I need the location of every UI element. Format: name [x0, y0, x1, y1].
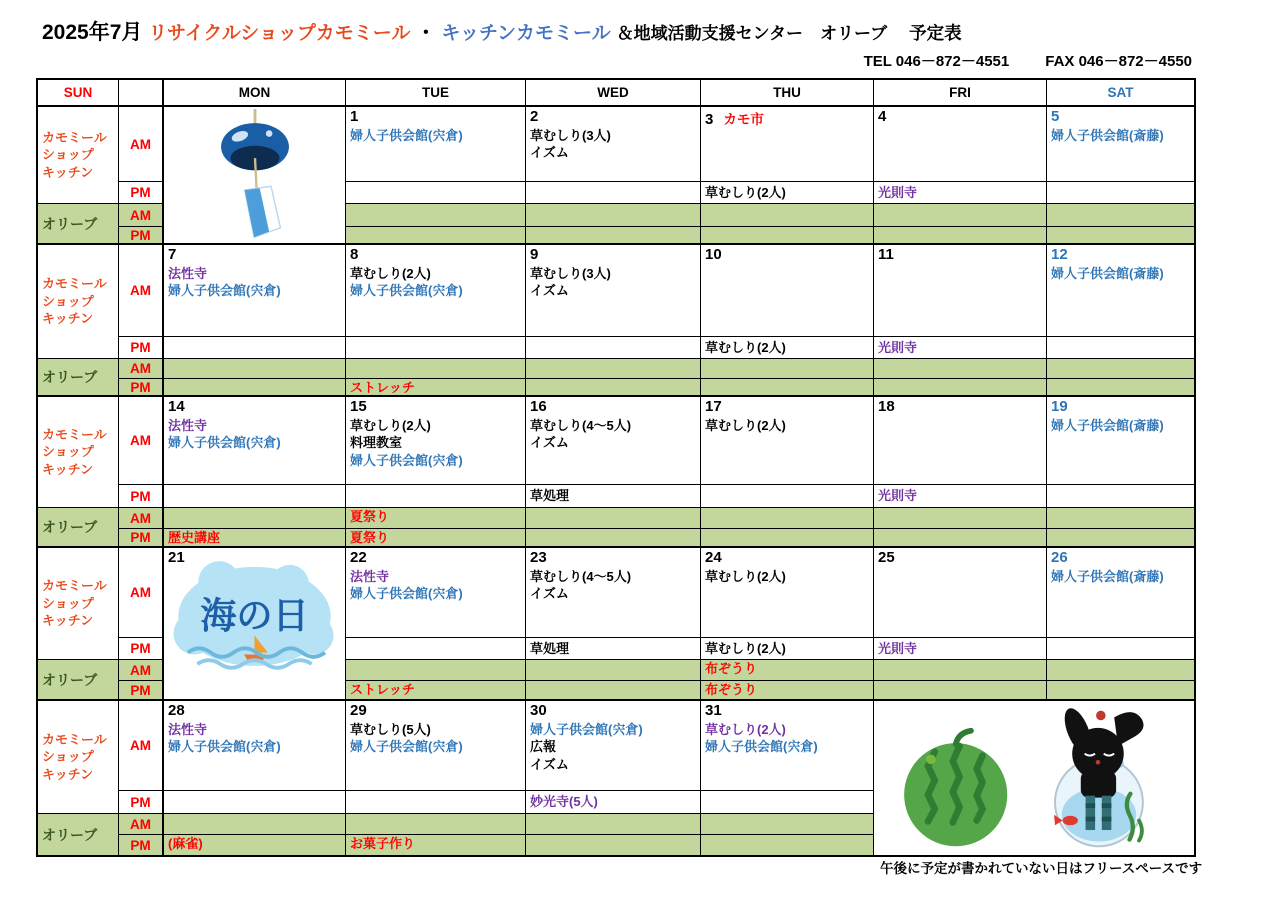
day-number: 30: [530, 702, 547, 719]
pm-event-text: 光則寺: [878, 488, 918, 503]
day-number: 15: [350, 398, 367, 415]
day-pm-cell: [526, 791, 701, 814]
day-number: 21: [168, 549, 185, 566]
day-pm-cell: [346, 791, 526, 814]
title-month: 2025年7月: [42, 21, 143, 44]
day-am-cell: [701, 701, 874, 791]
day-am-cell: [874, 107, 1047, 182]
day-am-cell: [346, 701, 526, 791]
day-am-cell: [874, 548, 1047, 638]
pm-label-text: PM: [130, 837, 151, 853]
day-pm-cell: [164, 791, 346, 814]
olive-am-cell: [1047, 660, 1194, 681]
olive-pm-cell: [346, 681, 526, 701]
olive-pm-cell: [701, 379, 874, 397]
day-pm-cell: [526, 182, 701, 204]
watermelon-rabbit-cell: [874, 701, 1194, 855]
day-am-cell: [526, 701, 701, 791]
day-event-inline: カモ市: [723, 112, 764, 127]
title-suffix: 予定表: [909, 23, 962, 43]
day-number: 2: [530, 108, 539, 125]
day-number: 28: [168, 702, 185, 719]
olive-pm-cell: [526, 681, 701, 701]
olive-pm-cell: [874, 681, 1047, 701]
am-event-text: 草むしり(2人): [705, 721, 786, 737]
pm-event-text: 光則寺: [878, 340, 918, 355]
day-pm-cell: [526, 485, 701, 508]
pm-label-text: PM: [130, 682, 151, 698]
olive-pm-cell: [164, 835, 346, 855]
olive-am-cell: [701, 359, 874, 379]
am-row-label: [119, 107, 164, 182]
olive-am-cell: [1047, 508, 1194, 529]
shop-label-line: キッチン: [42, 613, 94, 629]
day-am-cell: [1047, 245, 1194, 337]
am-event-text: 法性寺: [168, 265, 208, 281]
day-am-cell: [346, 245, 526, 337]
pm-row-label: [119, 337, 164, 359]
day-pm-cell: [526, 337, 701, 359]
am-label-text: AM: [130, 510, 151, 526]
pm-row-label: [119, 379, 164, 397]
pm-event-text: 草むしり(2人): [705, 340, 786, 355]
olive-am-cell: [701, 204, 874, 227]
day-number: 23: [530, 549, 547, 566]
day-am-cell: [526, 107, 701, 182]
olive-am-event-text: 夏祭り: [350, 509, 390, 524]
pm-row-label: [119, 227, 164, 245]
am-event-text: 料理教室: [350, 435, 403, 451]
olive-pm-event-text: ストレッチ: [350, 682, 415, 697]
am-event-text: 婦人子供会館(斎藤): [1051, 568, 1164, 584]
am-row-label: [119, 204, 164, 227]
olive-label-text: オリーブ: [42, 519, 98, 535]
wind-chime-cell: [164, 107, 346, 245]
olive-label-text: オリーブ: [42, 671, 98, 688]
olive-am-cell: [346, 660, 526, 681]
day-number: 19: [1051, 398, 1068, 415]
day-am-cell: [346, 548, 526, 638]
am-event-text: 婦人子供会館(宍倉): [168, 435, 281, 451]
olive-pm-cell: [1047, 681, 1194, 701]
am-row-label: [119, 397, 164, 485]
am-row-label: [119, 359, 164, 379]
day-pm-cell: [164, 485, 346, 508]
day-pm-cell: [346, 337, 526, 359]
pm-event-text: 妙光寺(5人): [530, 794, 598, 809]
am-event-text: 婦人子供会館(宍倉): [168, 739, 281, 755]
pm-label-text: PM: [130, 641, 151, 656]
shop-label-line: カモミール: [42, 276, 107, 292]
shop-label-line: キッチン: [42, 164, 94, 180]
pm-row-label: [119, 791, 164, 814]
day-am-cell: [164, 397, 346, 485]
day-am-cell: [701, 397, 874, 485]
olive-pm-cell: [346, 379, 526, 397]
pm-label-text: PM: [130, 185, 151, 200]
day-number: 16: [530, 398, 547, 415]
day-am-cell: [526, 548, 701, 638]
day-pm-cell: [164, 337, 346, 359]
day-number: 26: [1051, 549, 1068, 566]
olive-am-cell: [164, 508, 346, 529]
olive-pm-cell: [164, 529, 346, 548]
am-label-text: AM: [130, 662, 151, 678]
olive-label-text: オリーブ: [42, 826, 98, 843]
olive-pm-cell: [526, 379, 701, 397]
shop-row-label: [38, 397, 119, 508]
am-event-text: イズム: [530, 435, 569, 451]
shop-label-line: カモミール: [42, 129, 107, 145]
shop-label-line: カモミール: [42, 731, 107, 747]
day-am-cell: [701, 107, 874, 182]
olive-pm-cell: [346, 835, 526, 855]
shop-label-line: キッチン: [42, 311, 94, 327]
day-number: 5: [1051, 108, 1060, 125]
shop-label-line: ショップ: [42, 147, 94, 163]
day-pm-cell: [701, 638, 874, 660]
olive-pm-cell: [1047, 227, 1194, 245]
shop-label-line: ショップ: [42, 749, 94, 765]
olive-pm-cell: [701, 529, 874, 548]
day-am-cell: [701, 245, 874, 337]
day-number: 17: [705, 398, 722, 415]
olive-pm-event-text: ストレッチ: [350, 380, 415, 395]
title-kitchen-name: キッチンカモミール: [441, 23, 611, 44]
day-pm-cell: [874, 337, 1047, 359]
day-number: 1: [350, 108, 359, 125]
day-number: 25: [878, 549, 895, 566]
contact-line: [864, 50, 1192, 71]
shop-label-line: ショップ: [42, 293, 94, 309]
am-event-text: 草むしり(2人): [705, 417, 786, 433]
day-number: 31: [705, 702, 722, 719]
pm-label-text: PM: [130, 530, 151, 545]
olive-am-cell: [526, 359, 701, 379]
am-event-text: 草むしり(2人): [350, 265, 431, 281]
am-row-label: [119, 548, 164, 638]
pm-event-text: 草処理: [530, 641, 570, 656]
wind-chime-illustration: [180, 109, 330, 241]
day-am-cell: [1047, 548, 1194, 638]
day-pm-cell: [1047, 182, 1194, 204]
olive-row-label: [38, 814, 119, 855]
day-number: 9: [530, 246, 539, 263]
olive-am-cell: [346, 359, 526, 379]
pm-row-label: [119, 835, 164, 855]
olive-pm-cell: [526, 835, 701, 855]
day-am-cell: [526, 397, 701, 485]
olive-am-cell: [164, 814, 346, 835]
day-number: 12: [1051, 246, 1068, 263]
shop-label-line: ショップ: [42, 595, 94, 611]
shop-label-line: ショップ: [42, 444, 94, 460]
day-pm-cell: [701, 791, 874, 814]
shop-row-label: [38, 245, 119, 359]
day-pm-cell: [346, 182, 526, 204]
am-event-text: 婦人子供会館(斎藤): [1051, 417, 1164, 433]
day-pm-cell: [874, 638, 1047, 660]
am-event-text: 広報: [530, 739, 557, 755]
am-label-text: AM: [130, 433, 151, 448]
header-sat: SAT: [1047, 80, 1194, 107]
olive-label-text: オリーブ: [42, 369, 98, 385]
day-am-cell: [701, 548, 874, 638]
day-pm-cell: [701, 182, 874, 204]
day-am-cell: [1047, 107, 1194, 182]
watermelon-rabbit-illustration: [880, 704, 1188, 852]
am-event-text: 婦人子供会館(斎藤): [1051, 265, 1164, 281]
olive-row-label: [38, 508, 119, 548]
pm-row-label: [119, 681, 164, 701]
am-event-text: 草むしり(4～5人): [530, 417, 632, 433]
olive-am-cell: [874, 359, 1047, 379]
am-event-text: イズム: [530, 756, 569, 772]
pm-row-label: [119, 529, 164, 548]
olive-am-cell: [701, 814, 874, 835]
am-event-text: 法性寺: [350, 568, 390, 584]
olive-pm-cell: [526, 227, 701, 245]
header-sun: SUN: [38, 80, 119, 107]
olive-label-text: オリーブ: [42, 215, 98, 232]
page-title: [42, 16, 962, 46]
marine-day-cell: [164, 548, 346, 701]
day-am-cell: [164, 245, 346, 337]
header-wed: WED: [526, 80, 701, 107]
am-event-text: 草むしり(5人): [350, 721, 431, 737]
am-event-text: 婦人子供会館(宍倉): [350, 739, 463, 755]
olive-row-label: [38, 359, 119, 397]
olive-row-label: [38, 660, 119, 701]
am-row-label: [119, 660, 164, 681]
am-event-text: 婦人子供会館(宍倉): [350, 452, 463, 468]
olive-am-cell: [526, 660, 701, 681]
am-event-text: イズム: [530, 145, 569, 161]
olive-pm-cell: [874, 529, 1047, 548]
am-event-text: 婦人子供会館(宍倉): [168, 283, 281, 299]
am-row-label: [119, 814, 164, 835]
am-event-text: イズム: [530, 283, 569, 299]
day-pm-cell: [874, 485, 1047, 508]
day-am-cell: [526, 245, 701, 337]
olive-pm-cell: [1047, 529, 1194, 548]
fax-number: FAX 046－872－4550: [1045, 53, 1192, 70]
pm-label-text: PM: [130, 794, 151, 810]
day-pm-cell: [874, 182, 1047, 204]
olive-am-cell: [874, 204, 1047, 227]
olive-am-cell: [526, 814, 701, 835]
day-am-cell: [1047, 397, 1194, 485]
olive-am-cell: [701, 660, 874, 681]
am-label-text: AM: [130, 585, 151, 600]
header-tue: TUE: [346, 80, 526, 107]
marine-day-illustration: [164, 555, 345, 693]
olive-pm-cell: [701, 681, 874, 701]
title-center-name: ＆地域活動支援センター オリーブ: [616, 24, 888, 43]
day-pm-cell: [526, 638, 701, 660]
am-row-label: [119, 701, 164, 791]
am-event-text: 草むしり(3人): [530, 127, 611, 143]
am-event-text: 法性寺: [168, 417, 208, 433]
olive-am-cell: [1047, 359, 1194, 379]
title-separator: ・: [416, 23, 436, 44]
olive-am-cell: [346, 508, 526, 529]
day-number: 22: [350, 549, 367, 566]
day-pm-cell: [701, 337, 874, 359]
am-label-text: AM: [130, 207, 151, 223]
footer-note: 午後に予定が書かれていない日はフリースペースです: [880, 861, 1203, 876]
olive-pm-cell: [874, 379, 1047, 397]
day-number: 18: [878, 398, 895, 415]
day-am-cell: [874, 245, 1047, 337]
am-event-text: 婦人子供会館(宍倉): [350, 586, 463, 602]
pm-label-text: PM: [130, 340, 151, 355]
am-event-text: 草むしり(2人): [350, 417, 431, 433]
pm-event-text: 草むしり(2人): [705, 641, 786, 656]
pm-label-text: PM: [130, 488, 151, 504]
olive-am-cell: [164, 359, 346, 379]
olive-pm-event-text: 夏祭り: [350, 530, 390, 545]
am-event-text: 婦人子供会館(斎藤): [1051, 127, 1164, 143]
shop-row-label: [38, 548, 119, 660]
olive-row-label: [38, 204, 119, 245]
olive-pm-event-text: (麻雀): [168, 836, 203, 851]
pm-row-label: [119, 182, 164, 204]
am-row-label: [119, 245, 164, 337]
olive-am-cell: [526, 508, 701, 529]
olive-am-cell: [346, 204, 526, 227]
day-number: 11: [878, 246, 894, 263]
pm-row-label: [119, 638, 164, 660]
olive-am-cell: [701, 508, 874, 529]
day-am-cell: [346, 397, 526, 485]
day-pm-cell: [1047, 638, 1194, 660]
shop-row-label: [38, 701, 119, 814]
am-event-text: 婦人子供会館(宍倉): [705, 739, 818, 755]
am-event-text: 草むしり(4～5人): [530, 568, 632, 584]
am-event-text: 草むしり(2人): [705, 568, 786, 584]
header-fri: FRI: [874, 80, 1047, 107]
olive-am-cell: [1047, 204, 1194, 227]
title-shop-name: リサイクルショップカモミール: [148, 23, 411, 44]
am-label-text: AM: [130, 738, 151, 753]
pm-row-label: [119, 485, 164, 508]
olive-pm-event-text: 布ぞうり: [705, 682, 758, 697]
olive-pm-cell: [164, 379, 346, 397]
pm-event-text: 光則寺: [878, 641, 918, 656]
day-number: 10: [705, 246, 722, 263]
tel-number: TEL 046－872－4551: [863, 53, 1010, 70]
olive-pm-event-text: お菓子作り: [350, 836, 416, 851]
day-number: 24: [705, 549, 722, 566]
shop-label-line: キッチン: [42, 766, 94, 782]
header-mon: MON: [164, 80, 346, 107]
am-label-text: AM: [130, 361, 151, 376]
olive-am-cell: [874, 508, 1047, 529]
shop-label-line: カモミール: [42, 426, 107, 442]
day-number: 3: [705, 111, 714, 128]
pm-event-text: 草むしり(2人): [705, 185, 786, 200]
marine-day-text: 海の日: [200, 594, 309, 636]
day-pm-cell: [1047, 337, 1194, 359]
am-event-text: 婦人子供会館(宍倉): [350, 283, 463, 299]
day-pm-cell: [1047, 485, 1194, 508]
olive-pm-cell: [1047, 379, 1194, 397]
am-label-text: AM: [130, 136, 151, 152]
olive-pm-cell: [526, 529, 701, 548]
am-event-text: 婦人子供会館(宍倉): [530, 721, 643, 737]
am-event-text: 婦人子供会館(宍倉): [350, 127, 463, 143]
olive-pm-cell: [701, 835, 874, 855]
pm-event-text: 草処理: [530, 488, 570, 503]
day-number: 14: [168, 398, 185, 415]
day-pm-cell: [701, 485, 874, 508]
day-am-cell: [346, 107, 526, 182]
olive-pm-event-text: 歴史講座: [168, 530, 221, 545]
olive-am-cell: [526, 204, 701, 227]
shop-label-line: キッチン: [42, 461, 94, 477]
olive-pm-cell: [346, 227, 526, 245]
olive-am-cell: [346, 814, 526, 835]
day-number: 4: [878, 108, 887, 125]
day-number: 7: [168, 246, 177, 263]
day-pm-cell: [346, 485, 526, 508]
day-number: 8: [350, 246, 359, 263]
olive-pm-cell: [874, 227, 1047, 245]
schedule-table: [36, 78, 1196, 857]
day-am-cell: [164, 701, 346, 791]
am-event-text: 法性寺: [168, 721, 208, 737]
olive-am-cell: [874, 660, 1047, 681]
pm-label-text: PM: [130, 379, 151, 395]
am-event-text: 草むしり(3人): [530, 265, 611, 281]
header-thu: THU: [701, 80, 874, 107]
header-ampm-spacer: [119, 80, 164, 107]
pm-event-text: 光則寺: [878, 185, 918, 200]
olive-pm-cell: [701, 227, 874, 245]
am-label-text: AM: [130, 816, 151, 832]
shop-label-line: カモミール: [42, 578, 107, 594]
am-row-label: [119, 508, 164, 529]
shop-row-label: [38, 107, 119, 204]
day-am-cell: [874, 397, 1047, 485]
olive-pm-cell: [346, 529, 526, 548]
am-label-text: AM: [130, 283, 151, 298]
day-number: 29: [350, 702, 367, 719]
olive-am-event-text: 布ぞうり: [705, 661, 758, 676]
pm-label-text: PM: [130, 227, 151, 243]
am-event-text: イズム: [530, 586, 569, 602]
day-pm-cell: [346, 638, 526, 660]
